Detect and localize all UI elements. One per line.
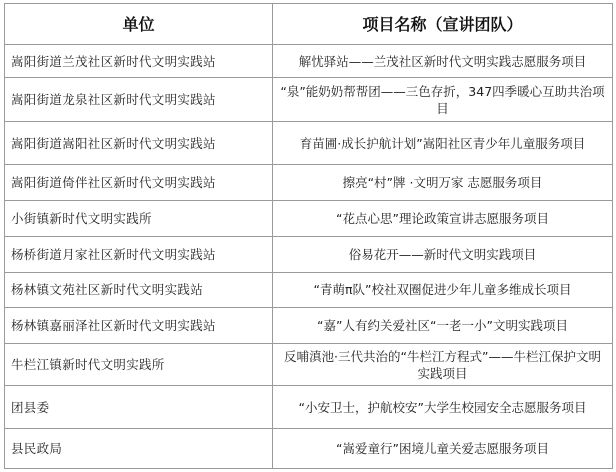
unit-cell: 嵩阳街道嵩阳社区新时代文明实践站 xyxy=(5,122,273,165)
unit-cell: 嵩阳街道龙泉社区新时代文明实践站 xyxy=(5,78,273,122)
project-cell: “嵩爱童行”困境儿童关爱志愿服务项目 xyxy=(273,429,613,469)
unit-cell: 嵩阳街道倚伴社区新时代文明实践站 xyxy=(5,165,273,201)
unit-cell: 牛栏江镇新时代文明实践所 xyxy=(5,343,273,386)
table-row xyxy=(5,200,613,237)
table-header-row xyxy=(5,4,613,45)
unit-cell: 杨林镇文苑社区新时代文明实践站 xyxy=(5,272,273,308)
table-row xyxy=(5,308,613,344)
project-cell: “花点心思”理论政策宣讲志愿服务项目 xyxy=(273,200,613,237)
table-row xyxy=(5,165,613,201)
column-header-unit: 单位 xyxy=(5,4,273,45)
unit-cell: 小街镇新时代文明实践所 xyxy=(5,200,273,237)
unit-cell: 县民政局 xyxy=(5,429,273,469)
project-cell: 反哺滇池·三代共治的“牛栏江方程式”——牛栏江保护文明实践项目 xyxy=(273,343,613,386)
unit-cell: 杨林镇嘉丽泽社区新时代文明实践站 xyxy=(5,308,273,344)
table-row xyxy=(5,272,613,308)
project-cell: “泉”能奶奶帮帮团——三色存折，347四季暖心互助共治项目 xyxy=(273,78,613,122)
unit-cell: 团县委 xyxy=(5,386,273,429)
column-header-project: 项目名称（宣讲团队） xyxy=(273,4,613,45)
project-cell: 解忧驿站——兰茂社区新时代文明实践志愿服务项目 xyxy=(273,45,613,78)
unit-cell: 嵩阳街道兰茂社区新时代文明实践站 xyxy=(5,45,273,78)
project-table xyxy=(4,3,613,469)
project-cell: 俗易花开——新时代文明实践项目 xyxy=(273,237,613,273)
table-row xyxy=(5,45,613,78)
project-cell: 擦亮“村”牌 ·文明万家 志愿服务项目 xyxy=(273,165,613,201)
table-row xyxy=(5,122,613,165)
table-row xyxy=(5,429,613,469)
table-row xyxy=(5,343,613,386)
table-row xyxy=(5,78,613,122)
project-cell: “小安卫士，护航校安”大学生校园安全志愿服务项目 xyxy=(273,386,613,429)
table-row xyxy=(5,386,613,429)
project-cell: “嘉”人有约关爱社区“一老一小”文明实践项目 xyxy=(273,308,613,344)
project-cell: “青萌π队”校社双圈促进少年儿童多维成长项目 xyxy=(273,272,613,308)
unit-cell: 杨桥街道月家社区新时代文明实践站 xyxy=(5,237,273,273)
project-cell: 育苗圃·成长护航计划”嵩阳社区青少年儿童服务项目 xyxy=(273,122,613,165)
table-row xyxy=(5,237,613,273)
